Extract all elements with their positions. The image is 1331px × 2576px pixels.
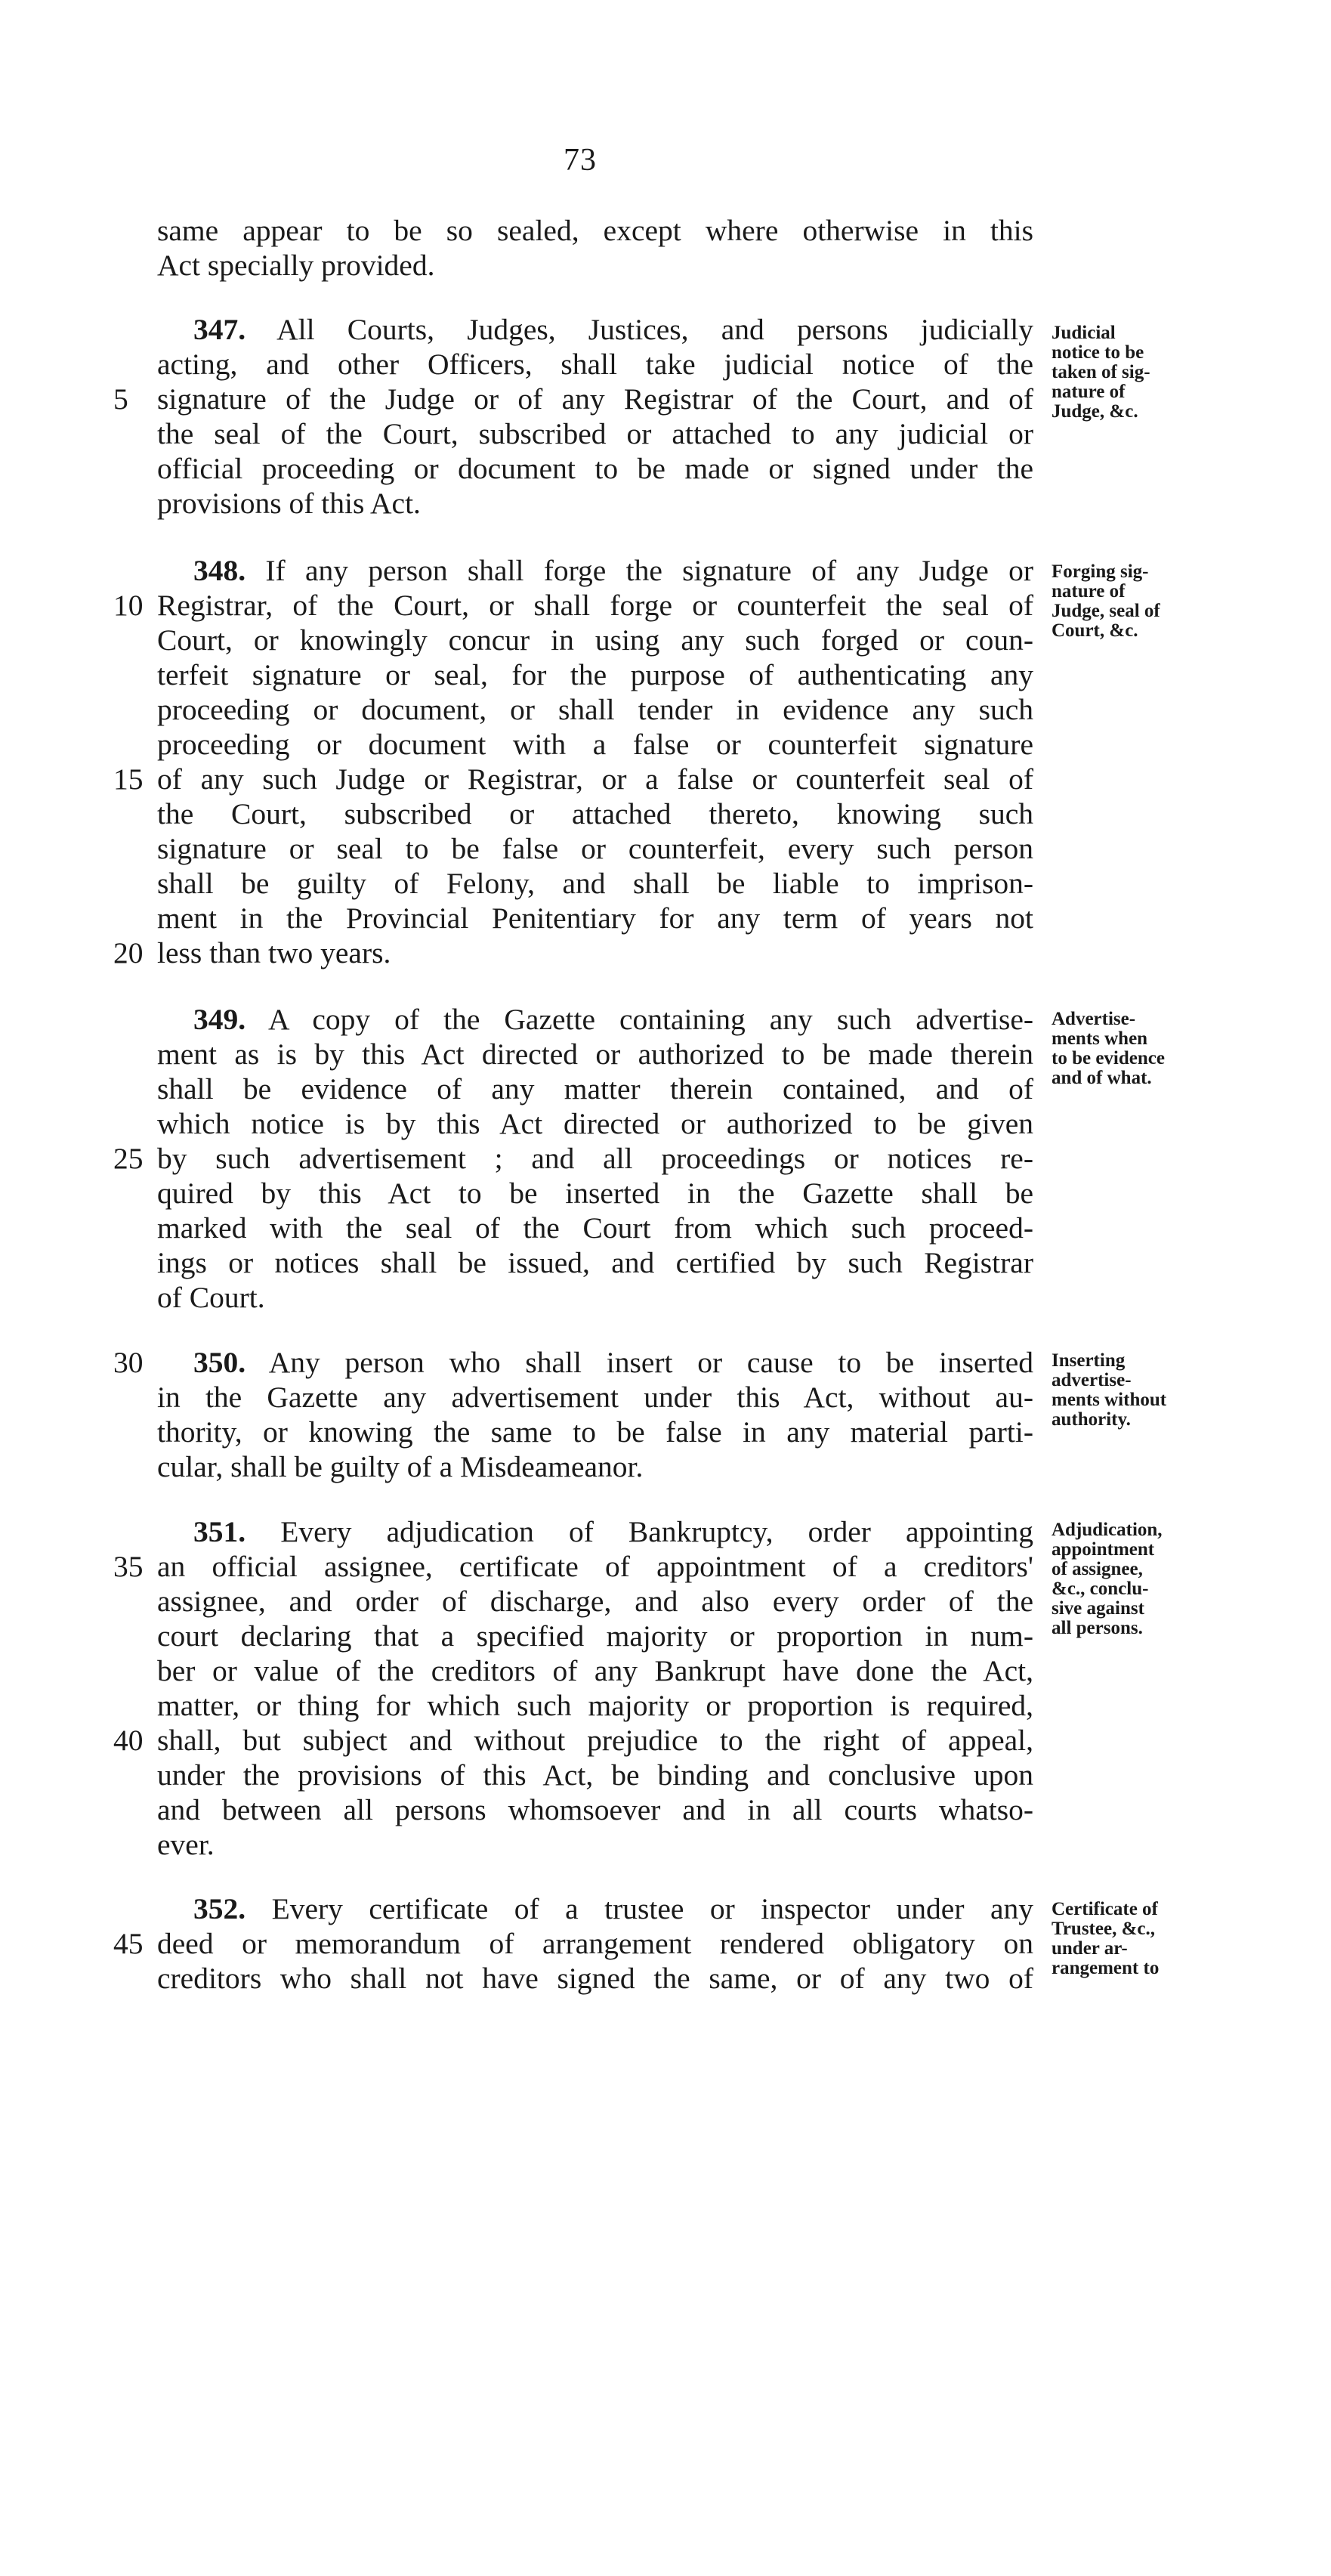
text-line: ber or value of the creditors of any Bankrupt have done the Act, bbox=[157, 1654, 1033, 1687]
text-line: ment as is by this Act directed or authorized to be made therein bbox=[157, 1038, 1033, 1071]
text-line: marked with the seal of the Court from which such proceed- bbox=[157, 1211, 1033, 1245]
text-line: signature of the Judge or of any Registrar of the Court, and of bbox=[157, 382, 1033, 416]
margin-note-line: taken of sig- bbox=[1052, 362, 1150, 382]
text-line: under the provisions of this Act, be binding and conclusive upon bbox=[157, 1758, 1033, 1792]
margin-note-line: Judicial bbox=[1052, 323, 1116, 343]
text-line: deed or memorandum of arrangement rendered obligatory on bbox=[157, 1927, 1033, 1960]
text-line: A copy of the Gazette containing any such advertise- bbox=[246, 1003, 1033, 1036]
margin-note-line: Certificate of bbox=[1052, 1899, 1158, 1919]
text-line: cular, shall be guilty of a Misdeameanor. bbox=[157, 1450, 644, 1483]
text-line: Any person who shall insert or cause to be inserted bbox=[246, 1346, 1033, 1379]
margin-note-line: advertise- bbox=[1052, 1370, 1132, 1390]
text-line: Every adjudication of Bankruptcy, order appointing bbox=[246, 1515, 1033, 1548]
text-line: If any person shall forge the signature of any Judge or bbox=[246, 554, 1033, 587]
margin-note-line: nature of bbox=[1052, 581, 1126, 601]
text-line: quired by this Act to be inserted in the Gazette shall be bbox=[157, 1177, 1033, 1210]
text-line: same appear to be so sealed, except where otherwise in this bbox=[157, 214, 1033, 247]
text-line: ings or notices shall be issued, and certified by such Registrar bbox=[157, 1246, 1033, 1279]
margin-note-line: ments when bbox=[1052, 1028, 1148, 1049]
section-number: 347. bbox=[193, 313, 246, 346]
section-first-line bbox=[193, 553, 1033, 588]
text-line: the Court, subscribed or attached thereto, knowing such bbox=[157, 797, 1033, 830]
line-number: 35 bbox=[113, 1550, 144, 1583]
line-number: 15 bbox=[113, 762, 144, 796]
text-line: proceeding or document, or shall tender in evidence any such bbox=[157, 693, 1033, 726]
text-line: of Court. bbox=[157, 1281, 265, 1314]
margin-note-line: notice to be bbox=[1052, 342, 1144, 363]
line-number: 30 bbox=[113, 1346, 144, 1379]
text-line: court declaring that a specified majority or proportion in num- bbox=[157, 1619, 1033, 1653]
section-number: 349. bbox=[193, 1003, 246, 1036]
text-line: which notice is by this Act directed or authorized to be given bbox=[157, 1107, 1033, 1140]
text-line: acting, and other Officers, shall take judicial notice of the bbox=[157, 348, 1033, 381]
section-number: 352. bbox=[193, 1892, 246, 1925]
text-line: by such advertisement ; and all proceedings or notices re- bbox=[157, 1142, 1033, 1175]
text-line: All Courts, Judges, Justices, and persons judicially bbox=[246, 313, 1033, 346]
section-first-line bbox=[193, 1002, 1033, 1037]
text-line: and between all persons whomsoever and in all courts whatso- bbox=[157, 1793, 1033, 1826]
margin-note-line: Judge, seal of bbox=[1052, 601, 1160, 621]
section-first-line bbox=[193, 1345, 1033, 1380]
text-line: Every certificate of a trustee or inspector under any bbox=[246, 1892, 1033, 1925]
margin-note-line: authority. bbox=[1052, 1409, 1131, 1430]
text-line: terfeit signature or seal, for the purpose of authenticating any bbox=[157, 658, 1033, 691]
line-number: 20 bbox=[113, 936, 144, 969]
margin-note-line: &c., conclu- bbox=[1052, 1579, 1149, 1599]
text-line: of any such Judge or Registrar, or a false or counterfeit seal of bbox=[157, 762, 1033, 796]
margin-note-line: appointment bbox=[1052, 1539, 1155, 1560]
section-first-line bbox=[193, 1514, 1033, 1549]
section-first-line bbox=[193, 1891, 1033, 1926]
section-first-line bbox=[193, 312, 1033, 347]
text-line: provisions of this Act. bbox=[157, 487, 421, 520]
margin-note-line: and of what. bbox=[1052, 1068, 1152, 1088]
text-line: ever. bbox=[157, 1828, 215, 1861]
text-line: ment in the Provincial Penitentiary for any term of years not bbox=[157, 901, 1033, 935]
line-number: 5 bbox=[113, 382, 128, 416]
margin-note-line: under ar- bbox=[1052, 1938, 1128, 1959]
margin-note-line: Court, &c. bbox=[1052, 620, 1138, 641]
line-number: 45 bbox=[113, 1927, 144, 1960]
text-line: matter, or thing for which such majority or proportion is required, bbox=[157, 1689, 1033, 1722]
text-line: shall, but subject and without prejudice to the right of appeal, bbox=[157, 1724, 1033, 1757]
text-line: shall be evidence of any matter therein contained, and of bbox=[157, 1072, 1033, 1106]
text-line: the seal of the Court, subscribed or attached to any judicial or bbox=[157, 417, 1033, 450]
text-line: thority, or knowing the same to be false in any material parti- bbox=[157, 1415, 1033, 1449]
margin-note-line: ments without bbox=[1052, 1390, 1167, 1410]
margin-note-line: Trustee, &c., bbox=[1052, 1919, 1155, 1939]
margin-note-line: Inserting bbox=[1052, 1350, 1126, 1371]
text-line: shall be guilty of Felony, and shall be liable to imprison- bbox=[157, 867, 1033, 900]
text-line: less than two years. bbox=[157, 936, 391, 969]
text-line: Court, or knowingly concur in using any such forged or coun- bbox=[157, 623, 1033, 657]
section-number: 348. bbox=[193, 554, 246, 587]
margin-note-line: Judge, &c. bbox=[1052, 401, 1138, 422]
page-number: 73 bbox=[564, 143, 597, 178]
margin-note-line: sive against bbox=[1052, 1598, 1144, 1619]
line-number: 10 bbox=[113, 589, 144, 622]
section-number: 351. bbox=[193, 1515, 246, 1548]
margin-note-line: Advertise- bbox=[1052, 1009, 1136, 1029]
text-line: an official assignee, certificate of appointment of a creditors' bbox=[157, 1550, 1033, 1583]
text-line: in the Gazette any advertisement under this Act, without au- bbox=[157, 1381, 1033, 1414]
text-line: assignee, and order of discharge, and also every order of the bbox=[157, 1585, 1033, 1618]
margin-note-line: Forging sig- bbox=[1052, 561, 1149, 582]
line-number: 25 bbox=[113, 1142, 144, 1175]
text-line: official proceeding or document to be made or signed under the bbox=[157, 452, 1033, 485]
text-line: Registrar, of the Court, or shall forge or counterfeit the seal of bbox=[157, 589, 1033, 622]
margin-note-line: all persons. bbox=[1052, 1618, 1143, 1638]
text-line: proceeding or document with a false or counterfeit signature bbox=[157, 728, 1033, 761]
section-number: 350. bbox=[193, 1346, 246, 1379]
text-line: signature or seal to be false or counterfeit, every such person bbox=[157, 832, 1033, 865]
margin-note-line: rangement to bbox=[1052, 1958, 1160, 1978]
line-number: 40 bbox=[113, 1724, 144, 1757]
margin-note-line: of assignee, bbox=[1052, 1559, 1143, 1579]
text-line: creditors who shall not have signed the same, or of any two of bbox=[157, 1962, 1033, 1995]
margin-note-line: to be evidence bbox=[1052, 1048, 1165, 1068]
text-line: Act specially provided. bbox=[157, 249, 435, 282]
margin-note-line: Adjudication, bbox=[1052, 1520, 1163, 1540]
margin-note-line: nature of bbox=[1052, 382, 1126, 402]
